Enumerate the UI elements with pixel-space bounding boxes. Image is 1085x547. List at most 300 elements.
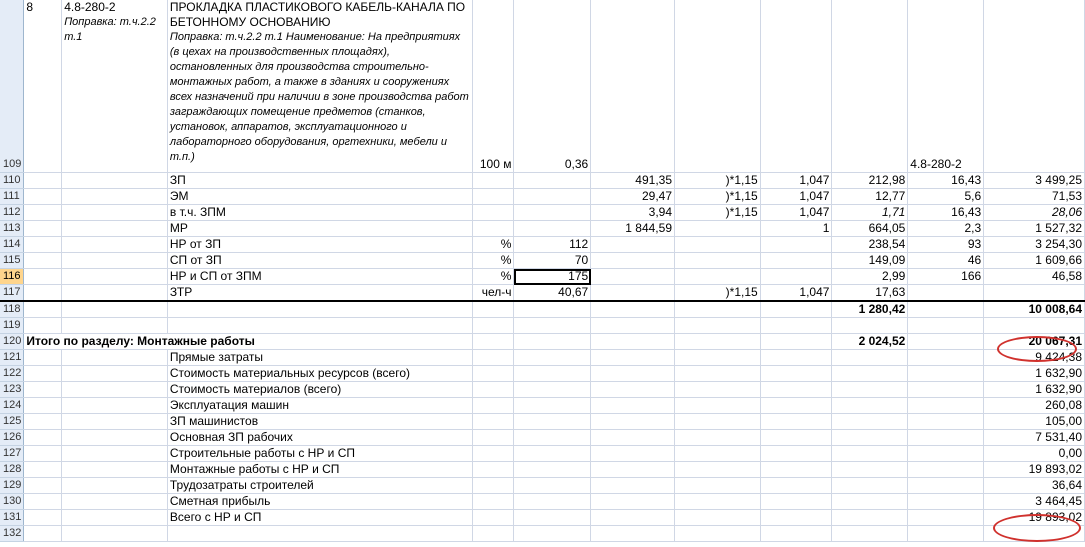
cost-item-name[interactable]: ЭМ — [167, 189, 472, 205]
table-row — [0, 205, 1085, 221]
cell[interactable] — [472, 446, 514, 462]
cell[interactable] — [24, 269, 62, 285]
work-description-cell[interactable] — [167, 0, 472, 173]
cell[interactable] — [472, 398, 514, 414]
cell[interactable] — [514, 526, 591, 542]
cell[interactable] — [832, 494, 908, 510]
code-cell[interactable] — [62, 0, 168, 173]
cell[interactable] — [675, 414, 761, 430]
cell[interactable] — [591, 414, 675, 430]
cell[interactable] — [908, 430, 984, 446]
cell[interactable] — [472, 350, 514, 366]
cell[interactable] — [24, 221, 62, 237]
cell[interactable] — [832, 510, 908, 526]
summary-row — [0, 494, 1085, 510]
row-header[interactable]: 117 — [0, 285, 24, 302]
cell[interactable] — [472, 526, 514, 542]
cell[interactable] — [832, 350, 908, 366]
total-cell[interactable]: 46,58 — [984, 269, 1085, 285]
summary-row — [0, 398, 1085, 414]
cell[interactable] — [908, 414, 984, 430]
unit-cell[interactable]: чел-ч — [472, 285, 514, 302]
cell[interactable] — [908, 318, 984, 334]
cell[interactable] — [760, 301, 832, 318]
cell[interactable] — [591, 462, 675, 478]
cell[interactable] — [908, 526, 984, 542]
value-cell[interactable] — [514, 221, 591, 237]
summary-label[interactable]: Прямые затраты — [167, 350, 472, 366]
cell[interactable] — [908, 510, 984, 526]
coefficient-cell[interactable] — [675, 237, 761, 253]
work-note: Поправка: т.ч.2.2 т.1 Наименование: На предприятиях (в цехах на производственных площадях), остановленных для производства строительно-монтажных работ, а также в зданиях и сооружениях всех назначений при наличии в зоне производства работ заграждающих помещение предметов (станков, установок, аппаратов, эксплуатационного и лабораторного оборудования, оргтехники, мебели и т.п.) — [169, 31, 469, 163]
cell[interactable] — [908, 398, 984, 414]
cell[interactable] — [62, 173, 168, 189]
index-cell[interactable]: 16,43 — [908, 205, 984, 221]
section-total-amount[interactable]: 2 024,52 — [832, 334, 908, 350]
cell[interactable] — [908, 301, 984, 318]
cell[interactable] — [24, 366, 62, 382]
cell[interactable] — [760, 478, 832, 494]
cell[interactable] — [24, 494, 62, 510]
cell[interactable] — [908, 462, 984, 478]
code-text: 4.8-280-2 — [64, 0, 116, 14]
cell[interactable] — [472, 462, 514, 478]
cell[interactable] — [62, 285, 168, 302]
cell[interactable] — [675, 350, 761, 366]
cell[interactable] — [167, 526, 472, 542]
index-cell[interactable]: 166 — [908, 269, 984, 285]
row-header[interactable]: 119 — [0, 318, 24, 334]
cell[interactable] — [24, 253, 62, 269]
total-cell[interactable]: 3 499,25 — [984, 173, 1085, 189]
cell[interactable] — [675, 301, 761, 318]
cell[interactable] — [591, 430, 675, 446]
cell[interactable] — [591, 446, 675, 462]
cell[interactable] — [62, 494, 168, 510]
coefficient-cell[interactable] — [675, 253, 761, 269]
cell[interactable] — [514, 301, 591, 318]
cell[interactable] — [24, 510, 62, 526]
row-header[interactable]: 132 — [0, 526, 24, 542]
cell[interactable] — [832, 526, 908, 542]
base-price-cell[interactable] — [591, 285, 675, 302]
amount-cell[interactable]: 2,99 — [832, 269, 908, 285]
amount-cell[interactable]: 149,09 — [832, 253, 908, 269]
cell[interactable] — [984, 526, 1085, 542]
cost-item-name[interactable]: НР от ЗП — [167, 237, 472, 253]
summary-row — [0, 414, 1085, 430]
cell[interactable] — [514, 382, 591, 398]
value-cell[interactable] — [514, 173, 591, 189]
coefficient-cell[interactable] — [675, 221, 761, 237]
coefficient-cell[interactable]: )*1,15 — [675, 205, 761, 221]
row-header[interactable]: 109 — [0, 0, 24, 173]
cell[interactable] — [62, 237, 168, 253]
cell[interactable] — [675, 478, 761, 494]
summary-label[interactable]: Монтажные работы с НР и СП — [167, 462, 472, 478]
unit-cell[interactable]: % — [472, 253, 514, 269]
total-cell[interactable]: 71,53 — [984, 189, 1085, 205]
cell[interactable] — [675, 318, 761, 334]
cell[interactable] — [62, 414, 168, 430]
row-header[interactable]: 126 — [0, 430, 24, 446]
cell[interactable] — [675, 462, 761, 478]
base-price-cell[interactable] — [591, 269, 675, 285]
index-cell[interactable]: 93 — [908, 237, 984, 253]
index-cell[interactable]: 2,3 — [908, 221, 984, 237]
amount-cell[interactable]: 12,77 — [832, 189, 908, 205]
row-header[interactable]: 116 — [0, 269, 24, 285]
cell[interactable] — [591, 334, 675, 350]
cell[interactable] — [62, 526, 168, 542]
cell[interactable] — [24, 446, 62, 462]
quantity-cell[interactable]: 0,36 — [514, 0, 591, 173]
amount-cell[interactable]: 664,05 — [832, 221, 908, 237]
cell[interactable] — [472, 510, 514, 526]
cell[interactable] — [472, 301, 514, 318]
row-header[interactable]: 110 — [0, 173, 24, 189]
cell[interactable] — [62, 318, 168, 334]
cell[interactable] — [62, 510, 168, 526]
cell[interactable] — [675, 382, 761, 398]
cell[interactable] — [908, 494, 984, 510]
total-cell[interactable]: 28,06 — [984, 205, 1085, 221]
cell[interactable] — [514, 462, 591, 478]
amount-cell[interactable]: 17,63 — [832, 285, 908, 302]
cell[interactable] — [514, 398, 591, 414]
unit-cell[interactable]: % — [472, 237, 514, 253]
cell[interactable] — [514, 478, 591, 494]
cell[interactable] — [832, 430, 908, 446]
factor-cell[interactable]: 1,047 — [760, 173, 832, 189]
cell[interactable] — [472, 414, 514, 430]
cell[interactable] — [24, 398, 62, 414]
cell[interactable] — [472, 494, 514, 510]
cell[interactable] — [24, 318, 62, 334]
cell[interactable] — [832, 446, 908, 462]
cell[interactable] — [62, 446, 168, 462]
cell[interactable] — [591, 510, 675, 526]
cell[interactable] — [24, 478, 62, 494]
summary-total[interactable]: 19 893,02 — [984, 462, 1085, 478]
cell[interactable] — [591, 382, 675, 398]
unit-cell[interactable] — [472, 205, 514, 221]
cell[interactable] — [62, 350, 168, 366]
row-header[interactable]: 111 — [0, 189, 24, 205]
summary-label[interactable]: Трудозатраты строителей — [167, 478, 472, 494]
base-price-cell[interactable]: 3,94 — [591, 205, 675, 221]
cell[interactable] — [62, 382, 168, 398]
cell[interactable] — [62, 221, 168, 237]
row-header[interactable]: 120 — [0, 334, 24, 350]
index-cell[interactable] — [908, 285, 984, 302]
value-cell[interactable] — [514, 189, 591, 205]
cell[interactable] — [62, 366, 168, 382]
factor-cell[interactable] — [760, 253, 832, 269]
base-price-cell[interactable]: 1 844,59 — [591, 221, 675, 237]
table-row — [0, 285, 1085, 302]
cost-item-name[interactable]: СП от ЗП — [167, 253, 472, 269]
cell[interactable] — [832, 462, 908, 478]
cell[interactable] — [760, 366, 832, 382]
cell[interactable] — [832, 366, 908, 382]
cell[interactable] — [760, 462, 832, 478]
cell[interactable] — [908, 366, 984, 382]
cell[interactable] — [675, 430, 761, 446]
summary-total[interactable]: 1 632,90 — [984, 366, 1085, 382]
cost-item-name[interactable]: в т.ч. ЗПМ — [167, 205, 472, 221]
row-header[interactable]: 123 — [0, 382, 24, 398]
index-cell[interactable]: 16,43 — [908, 173, 984, 189]
cell[interactable] — [760, 414, 832, 430]
cell[interactable] — [760, 334, 832, 350]
cell[interactable] — [675, 494, 761, 510]
cell[interactable] — [24, 173, 62, 189]
cell[interactable] — [832, 382, 908, 398]
cell[interactable] — [62, 205, 168, 221]
section-total-label[interactable]: Итого по разделу: Монтажные работы — [24, 334, 472, 350]
coefficient-cell[interactable] — [675, 269, 761, 285]
cell[interactable] — [514, 446, 591, 462]
value-cell[interactable]: 40,67 — [514, 285, 591, 302]
cell[interactable] — [760, 526, 832, 542]
amount-cell[interactable]: 238,54 — [832, 237, 908, 253]
row-header[interactable]: 121 — [0, 350, 24, 366]
factor-cell[interactable] — [760, 237, 832, 253]
cell[interactable] — [24, 526, 62, 542]
unit-cell[interactable] — [472, 189, 514, 205]
cell[interactable] — [675, 446, 761, 462]
cell[interactable] — [167, 318, 472, 334]
cell[interactable] — [675, 510, 761, 526]
row-header[interactable]: 124 — [0, 398, 24, 414]
total-cell[interactable]: 1 527,32 — [984, 221, 1085, 237]
row-header[interactable]: 122 — [0, 366, 24, 382]
summary-total[interactable]: 1 632,90 — [984, 382, 1085, 398]
row-header[interactable]: 112 — [0, 205, 24, 221]
summary-row — [0, 510, 1085, 526]
base-price-cell[interactable] — [591, 253, 675, 269]
factor-cell[interactable]: 1 — [760, 221, 832, 237]
summary-total[interactable]: 9 424,38 — [984, 350, 1085, 366]
cell[interactable] — [24, 414, 62, 430]
unit-cell[interactable] — [472, 221, 514, 237]
cell[interactable] — [591, 478, 675, 494]
total-cell[interactable]: 3 254,30 — [984, 237, 1085, 253]
value-cell[interactable]: 70 — [514, 253, 591, 269]
cell[interactable] — [514, 366, 591, 382]
cell[interactable] — [760, 494, 832, 510]
amount-cell[interactable]: 212,98 — [832, 173, 908, 189]
cell[interactable] — [514, 334, 591, 350]
cell[interactable] — [24, 430, 62, 446]
row-header[interactable]: 115 — [0, 253, 24, 269]
row-header[interactable]: 128 — [0, 462, 24, 478]
cell[interactable] — [24, 189, 62, 205]
cell[interactable] — [675, 398, 761, 414]
summary-total[interactable]: 36,64 — [984, 478, 1085, 494]
cell[interactable] — [591, 526, 675, 542]
cell[interactable] — [514, 318, 591, 334]
table-row — [0, 253, 1085, 269]
cell[interactable] — [760, 382, 832, 398]
total-cell[interactable] — [984, 285, 1085, 302]
selected-cell[interactable]: 175 — [514, 269, 591, 285]
code-note: Поправка: т.ч.2.2 т.1 — [64, 16, 156, 43]
cell[interactable] — [62, 478, 168, 494]
row-header[interactable]: 118 — [0, 301, 24, 318]
summary-label[interactable]: ЗП машинистов — [167, 414, 472, 430]
cell[interactable] — [591, 0, 675, 173]
cell[interactable] — [832, 318, 908, 334]
value-cell[interactable] — [514, 205, 591, 221]
row-header[interactable]: 129 — [0, 478, 24, 494]
coefficient-cell[interactable]: )*1,15 — [675, 285, 761, 302]
cell[interactable] — [908, 446, 984, 462]
row-header[interactable]: 130 — [0, 494, 24, 510]
cell[interactable] — [591, 366, 675, 382]
summary-total[interactable]: 19 893,02 — [984, 510, 1085, 526]
cell[interactable] — [62, 430, 168, 446]
cell[interactable] — [832, 414, 908, 430]
coefficient-cell[interactable]: )*1,15 — [675, 189, 761, 205]
cell[interactable] — [760, 446, 832, 462]
cell[interactable] — [760, 430, 832, 446]
item-number-cell[interactable]: 8 — [24, 0, 62, 173]
factor-cell[interactable]: 1,047 — [760, 205, 832, 221]
cell[interactable] — [472, 366, 514, 382]
row-header[interactable]: 125 — [0, 414, 24, 430]
cell[interactable] — [591, 301, 675, 318]
amount-cell[interactable]: 1,71 — [832, 205, 908, 221]
cell[interactable] — [760, 510, 832, 526]
cell[interactable] — [675, 0, 761, 173]
cell[interactable] — [472, 334, 514, 350]
summary-total[interactable]: 7 531,40 — [984, 430, 1085, 446]
table-row — [0, 318, 1085, 334]
cell[interactable] — [591, 494, 675, 510]
index-cell[interactable]: 46 — [908, 253, 984, 269]
cell[interactable] — [514, 414, 591, 430]
cell[interactable] — [472, 382, 514, 398]
unit-cell[interactable]: % — [472, 269, 514, 285]
cell[interactable] — [908, 334, 984, 350]
cell[interactable] — [675, 334, 761, 350]
cell[interactable] — [472, 478, 514, 494]
cell[interactable] — [760, 350, 832, 366]
summary-total[interactable]: 260,08 — [984, 398, 1085, 414]
total-cell[interactable]: 1 609,66 — [984, 253, 1085, 269]
code2-cell[interactable]: 4.8-280-2 — [908, 0, 984, 173]
subtotal-amount[interactable]: 1 280,42 — [832, 301, 908, 318]
cell[interactable] — [62, 462, 168, 478]
cell[interactable] — [24, 285, 62, 302]
cost-item-name[interactable]: МР — [167, 221, 472, 237]
base-price-cell[interactable]: 491,35 — [591, 173, 675, 189]
row-header[interactable]: 114 — [0, 237, 24, 253]
summary-total[interactable]: 105,00 — [984, 414, 1085, 430]
cell[interactable] — [908, 382, 984, 398]
cell[interactable] — [832, 398, 908, 414]
cell[interactable] — [832, 0, 908, 173]
unit-cell[interactable]: 100 м — [472, 0, 514, 173]
cell[interactable] — [591, 318, 675, 334]
cell[interactable] — [24, 382, 62, 398]
summary-label[interactable]: Основная ЗП рабочих — [167, 430, 472, 446]
base-price-cell[interactable] — [591, 237, 675, 253]
summary-label[interactable]: Стоимость материалов (всего) — [167, 382, 472, 398]
base-price-cell[interactable]: 29,47 — [591, 189, 675, 205]
cell[interactable] — [908, 350, 984, 366]
cell[interactable] — [514, 510, 591, 526]
summary-label[interactable]: Стоимость материальных ресурсов (всего) — [167, 366, 472, 382]
cell[interactable] — [472, 430, 514, 446]
row-header[interactable]: 131 — [0, 510, 24, 526]
summary-label[interactable]: Всего с НР и СП — [167, 510, 472, 526]
cell[interactable] — [62, 189, 168, 205]
row-header[interactable]: 127 — [0, 446, 24, 462]
summary-total[interactable]: 3 464,45 — [984, 494, 1085, 510]
cost-item-name[interactable]: НР и СП от ЗПМ — [167, 269, 472, 285]
cell[interactable] — [908, 478, 984, 494]
cell[interactable] — [167, 301, 472, 318]
table-row — [0, 189, 1085, 205]
cell[interactable] — [984, 318, 1085, 334]
summary-total[interactable]: 0,00 — [984, 446, 1085, 462]
value-cell[interactable]: 112 — [514, 237, 591, 253]
cost-item-name[interactable]: ЗП — [167, 173, 472, 189]
cell[interactable] — [760, 398, 832, 414]
summary-label[interactable]: Строительные работы с НР и СП — [167, 446, 472, 462]
cell[interactable] — [62, 398, 168, 414]
cost-item-name[interactable]: ЗТР — [167, 285, 472, 302]
table-row — [0, 237, 1085, 253]
row-header[interactable]: 113 — [0, 221, 24, 237]
summary-label[interactable]: Сметная прибыль — [167, 494, 472, 510]
cell[interactable] — [24, 462, 62, 478]
cell[interactable] — [675, 366, 761, 382]
cell[interactable] — [24, 237, 62, 253]
factor-cell[interactable] — [760, 269, 832, 285]
cell[interactable] — [24, 205, 62, 221]
summary-label[interactable]: Эксплуатация машин — [167, 398, 472, 414]
cell[interactable] — [24, 301, 62, 318]
cell[interactable] — [675, 526, 761, 542]
index-cell[interactable]: 5,6 — [908, 189, 984, 205]
unit-cell[interactable] — [472, 173, 514, 189]
summary-row — [0, 462, 1085, 478]
coefficient-cell[interactable]: )*1,15 — [675, 173, 761, 189]
cell[interactable] — [760, 0, 832, 173]
cell[interactable] — [514, 430, 591, 446]
cell[interactable] — [62, 269, 168, 285]
subtotal-total[interactable]: 10 008,64 — [984, 301, 1085, 318]
cell[interactable] — [832, 478, 908, 494]
cell[interactable] — [514, 350, 591, 366]
cell[interactable] — [24, 350, 62, 366]
cell[interactable] — [591, 350, 675, 366]
factor-cell[interactable]: 1,047 — [760, 285, 832, 302]
section-total-value[interactable]: 20 067,31 — [984, 334, 1085, 350]
cell[interactable] — [514, 494, 591, 510]
factor-cell[interactable]: 1,047 — [760, 189, 832, 205]
cell[interactable] — [472, 318, 514, 334]
cell[interactable] — [62, 301, 168, 318]
cell[interactable] — [760, 318, 832, 334]
cell[interactable] — [62, 253, 168, 269]
cell[interactable] — [984, 0, 1085, 173]
cell[interactable] — [591, 398, 675, 414]
